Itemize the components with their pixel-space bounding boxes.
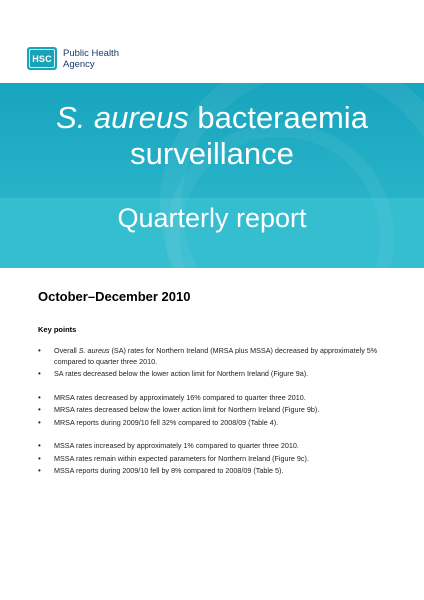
bullet-text: MSSA rates remain within expected parameters for Northern Ireland (Figure 9c).	[54, 453, 309, 463]
bullet-text: Overall S. aureus (SA) rates for Northern Ireland (MRSA plus MSSA) decreased by approximately 5% compared to quarter three 2010.	[54, 346, 378, 366]
bullet-dot-icon: •	[38, 392, 41, 402]
bullet-dot-icon: •	[38, 369, 41, 378]
bullet-dot-icon: •	[38, 453, 41, 463]
hsc-badge-icon	[27, 47, 57, 70]
bullet-dot-icon: •	[38, 441, 41, 450]
bullet-dot-icon: •	[38, 417, 41, 427]
bullet-text: MSSA rates increased by approximately 1% compared to quarter three 2010.	[54, 441, 299, 450]
key-points-list	[38, 346, 398, 490]
bullet-item	[38, 466, 398, 477]
bullet-item	[38, 405, 398, 416]
bullet-text: MRSA rates decreased by approximately 16% compared to quarter three 2010.	[54, 392, 306, 402]
title-line-2: surveillance	[130, 136, 294, 171]
bullet-item	[38, 418, 398, 429]
logo-text	[63, 48, 119, 70]
logo-line-1: Public Health	[63, 47, 119, 59]
title-italic: S. aureus	[56, 100, 189, 135]
logo-line-2: Agency	[63, 58, 95, 70]
bullet-group	[38, 346, 398, 380]
hsc-badge-text: HSC	[32, 53, 52, 64]
bullet-text: MRSA reports during 2009/10 fell 32% compared to 2008/09 (Table 4).	[54, 417, 279, 427]
bullet-text: MRSA rates decreased below the lower action limit for Northern Ireland (Figure 9b).	[54, 405, 320, 414]
report-title	[0, 100, 424, 172]
bullet-item	[38, 369, 398, 380]
bullet-dot-icon: •	[38, 466, 41, 475]
bullet-group	[38, 393, 398, 429]
bullet-item	[38, 454, 398, 465]
key-points-heading: Key points	[38, 325, 77, 334]
title-rest: bacteraemia	[188, 100, 368, 135]
bullet-dot-icon: •	[38, 405, 41, 414]
bullet-item	[38, 346, 398, 367]
bullet-dot-icon: •	[38, 346, 41, 355]
bullet-item	[38, 393, 398, 404]
report-subtitle: Quarterly report	[117, 203, 307, 233]
hsc-logo	[27, 47, 119, 70]
bullet-group	[38, 441, 398, 477]
bullet-text: MSSA reports during 2009/10 fell by 8% compared to 2008/09 (Table 5).	[54, 466, 284, 475]
bullet-item	[38, 441, 398, 452]
report-period: October–December 2010	[38, 289, 191, 304]
bullet-text: SA rates decreased below the lower action limit for Northern Ireland (Figure 9a).	[54, 369, 309, 378]
